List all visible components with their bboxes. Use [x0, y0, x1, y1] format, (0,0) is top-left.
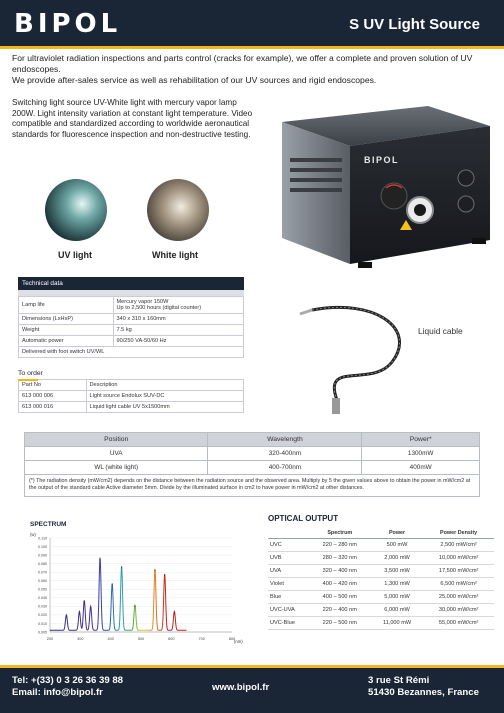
cell: 25,000 mW/cm²: [423, 591, 494, 604]
x-tick-label: 600: [168, 637, 175, 641]
cell: 400 – 420 nm: [309, 578, 371, 591]
cell: 220 – 400 nm: [309, 604, 371, 617]
cell-wavelength: 400-700nm: [208, 461, 362, 475]
bipol-logo: BIPOL: [14, 9, 122, 39]
cell: 280 – 320 nm: [309, 552, 371, 565]
y-tick-label: 0.040: [38, 596, 47, 601]
intro-text: [12, 53, 496, 87]
cell: 500 mW: [371, 539, 423, 552]
y-tick-label: 0.090: [38, 553, 47, 558]
optical-header-spectrum: Spectrum: [309, 528, 371, 539]
page-title: S UV Light Source: [349, 16, 480, 33]
table-row: [19, 391, 244, 402]
table-row: [19, 336, 244, 347]
uv-light-caption: UV light: [58, 250, 92, 260]
spectrum-line: [50, 558, 187, 631]
tech-label: Weight: [19, 325, 114, 336]
light-source-device-image: [268, 88, 500, 288]
cell: Blue: [268, 591, 309, 604]
table-row: [19, 314, 244, 325]
table-row: [268, 578, 494, 591]
spectrum-peak-point: [121, 567, 122, 568]
y-tick-label: 0.100: [38, 544, 47, 549]
header-accent-bar: [0, 46, 504, 49]
cell-position: UVA: [25, 447, 208, 461]
table-row: [268, 604, 494, 617]
table-row: [268, 539, 494, 552]
optical-output-table: [268, 514, 494, 630]
chart-xlabel: (nm): [234, 639, 243, 644]
technical-data-table: [18, 277, 244, 358]
table-header-row: [25, 433, 480, 447]
y-tick-label: 0.010: [38, 621, 47, 626]
footer-website-link[interactable]: www.bipol.fr: [212, 682, 270, 693]
tech-value: Mercury vapor 150W Up to 2,500 hours (digital counter): [113, 297, 244, 314]
intro-paragraph-1: For ultraviolet radiation inspections and parts control (cracks for example), we offer a complete and proven solution of UV endoscopes.: [12, 53, 473, 75]
y-tick-label: 0.020: [38, 613, 47, 618]
order-title-underline: [18, 379, 38, 381]
cell: 11,000 mW: [371, 617, 423, 630]
cell: UVA: [268, 565, 309, 578]
order-table: [18, 370, 244, 413]
liquid-cable-label: Liquid cable: [418, 326, 463, 336]
intro-paragraph-2: We provide after-sales service as well as rehabilitation of our UV sources and rigid endoscopes.: [12, 75, 377, 86]
order-partno: 613 000 016: [19, 402, 87, 413]
spectrum-peak-point: [174, 613, 175, 614]
spectrum-peak-point: [154, 570, 155, 571]
spectrum-peak-point: [66, 616, 67, 617]
footer-phone: Tel: +(33) 0 3 26 36 39 88: [12, 675, 124, 686]
spectrum-peak-point: [90, 607, 91, 608]
tech-label: Lamp life: [19, 297, 114, 314]
cell: 17,500 mW/cm²: [423, 565, 494, 578]
table-row: [268, 617, 494, 630]
table-row: [25, 447, 480, 461]
table-row: [268, 552, 494, 565]
cell: 220 – 500 nm: [309, 617, 371, 630]
chart-title: SPECTRUM: [30, 521, 67, 528]
uv-light-image: [45, 179, 107, 241]
cell: 1,300 mW: [371, 578, 423, 591]
product-description: Switching light source UV-White light with mercury vapor lamp 200W. Light intensity variation at constant light temperature. Video compatible and standardized according to worldwide aeronautical standards for fluorescence inspection and non-destructive testing.: [12, 98, 253, 139]
white-light-caption: White light: [152, 250, 198, 260]
technical-data-title: Technical data: [18, 277, 244, 290]
cell: 320 – 400 nm: [309, 565, 371, 578]
y-tick-label: 0.060: [38, 579, 47, 584]
table-row: [19, 402, 244, 413]
tech-value: 90/250 VA-50/60 Hz: [113, 336, 244, 347]
table-row: [25, 461, 480, 475]
cell: 10,000 mW/cm²: [423, 552, 494, 565]
cell: 220 – 280 nm: [309, 539, 371, 552]
x-tick-label: 700: [198, 637, 205, 641]
footer-address-city: 51430 Bezannes, France: [368, 687, 479, 698]
cell: 2,500 mW/cm²: [423, 539, 494, 552]
position-wavelength-table: [24, 432, 480, 497]
page-footer: [0, 668, 504, 713]
spectrum-peak-point: [164, 575, 165, 576]
order-title: To order: [18, 370, 43, 377]
y-tick-label: 0.110: [38, 536, 47, 541]
x-tick-label: 500: [137, 637, 145, 641]
y-tick-label: 0.005: [38, 630, 47, 635]
optical-header-power: Power: [371, 528, 423, 539]
cell: 2,000 mW: [371, 552, 423, 565]
spectrum-peak-point: [134, 606, 135, 607]
order-description: Light source Endolux SUV-DC: [86, 391, 244, 402]
x-tick-label: 400: [107, 637, 114, 641]
cell: 30,000 mW/cm²: [423, 604, 494, 617]
y-tick-label: 0.070: [38, 570, 47, 575]
footer-address-street: 3 rue St Rémi: [368, 675, 430, 686]
column-header-wavelength: Wavelength: [208, 433, 362, 447]
cell-power: 400mW: [362, 461, 480, 475]
column-header-power: Power*: [362, 433, 480, 447]
table-row: [19, 325, 244, 336]
tech-label: Dimensions (LxHxP): [19, 314, 114, 325]
table-row: [268, 565, 494, 578]
y-tick-label: 0.080: [38, 561, 47, 566]
cell: UVC: [268, 539, 309, 552]
column-header-position: Position: [25, 433, 208, 447]
cell: 5,000 mW: [371, 591, 423, 604]
table-header-row: [19, 380, 244, 391]
spectrum-peak-point: [79, 613, 80, 614]
cell: 400 – 500 nm: [309, 591, 371, 604]
footer-email[interactable]: Email: info@bipol.fr: [12, 687, 103, 698]
cell: 6,000 mW: [371, 604, 423, 617]
cell: 6,500 mW/cm²: [423, 578, 494, 591]
device-brand-label: BIPOL: [364, 155, 400, 165]
y-tick-label: 0.050: [38, 587, 47, 592]
tech-value: 7.5 kg: [113, 325, 244, 336]
order-header-partno: Part No: [19, 380, 87, 391]
liquid-cable-image: [282, 300, 422, 418]
spectrum-chart: [28, 518, 258, 652]
cell: 55,000 mW/cm²: [423, 617, 494, 630]
white-light-image: [147, 179, 209, 241]
order-header-description: Description: [86, 380, 244, 391]
cell-wavelength: 320-400nm: [208, 447, 362, 461]
chart-ylabel: (w): [30, 532, 36, 537]
tech-value: 340 x 310 x 160mm: [113, 314, 244, 325]
y-tick-label: 0.030: [38, 604, 47, 609]
spectrum-peak-point: [84, 601, 85, 602]
tech-label: Automatic power: [19, 336, 114, 347]
table-row: [19, 297, 244, 314]
cell: Violet: [268, 578, 309, 591]
optical-header-name: [268, 528, 309, 539]
x-tick-label: 200: [46, 637, 54, 641]
spectrum-peak-point: [99, 559, 100, 560]
x-tick-label: 800: [228, 637, 236, 641]
tech-footer: Delivered with foot switch UV/WL: [19, 347, 244, 358]
order-partno: 613 000 006: [19, 391, 87, 402]
cell-power: 1300mW: [362, 447, 480, 461]
optical-output-title: OPTICAL OUTPUT: [268, 514, 339, 523]
optical-header-density: Power Density: [423, 528, 494, 539]
cell: 3,500 mW: [371, 565, 423, 578]
power-footnote: (*) The radiation density (mW/cm2) depends on the distance between the radiation source and the observed area. Multiply by 5 the given values above to obtain the power in mW/cm2 at the output of the standard cable Active diameter 5mm. Divide by the illuminated surface in cm2 to have power in mW/cm2 at other distances.: [24, 475, 480, 497]
inspection-images: [42, 178, 238, 260]
cell: UVC-Blue: [268, 617, 309, 630]
order-description: Liquid light cable UV 5x1500mm: [86, 402, 244, 413]
x-tick-label: 300: [77, 637, 84, 641]
cell-position: WL (white light): [25, 461, 208, 475]
cell: UVB: [268, 552, 309, 565]
table-header-row: [268, 528, 494, 539]
table-row: [19, 347, 244, 358]
table-row: [268, 591, 494, 604]
spectrum-peak-point: [112, 584, 113, 585]
cell: UVC-UVA: [268, 604, 309, 617]
